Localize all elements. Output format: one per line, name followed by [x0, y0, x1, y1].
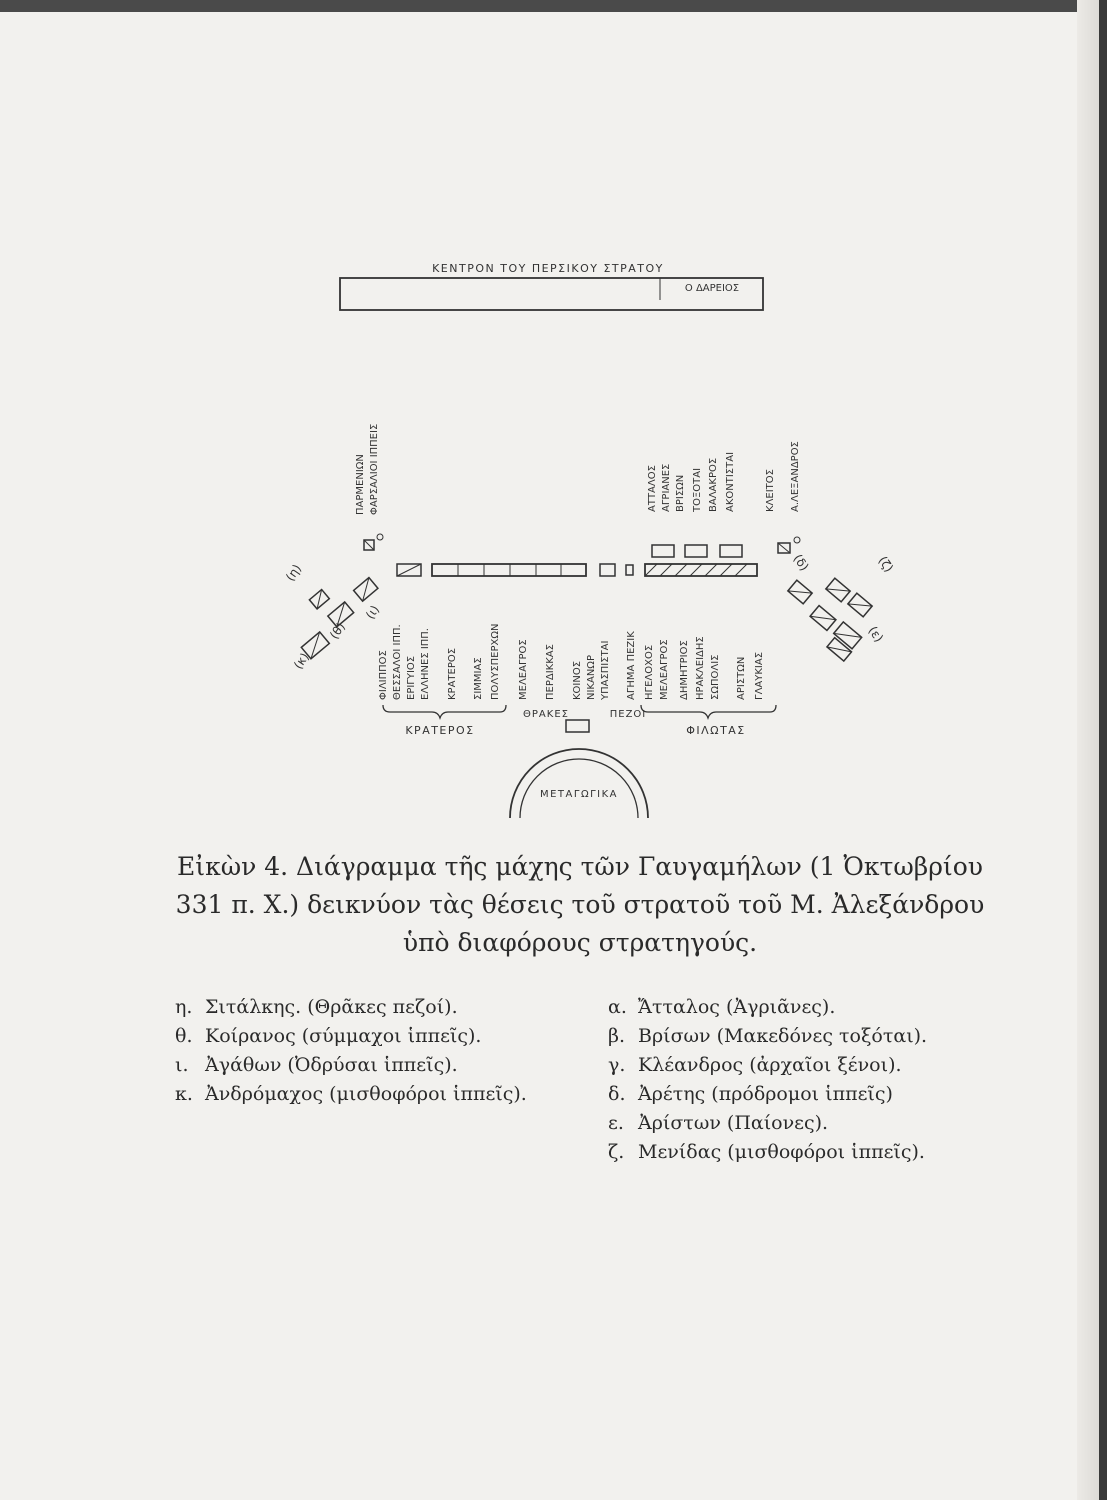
line-unit-label: ΗΓΕΛΟΧΟΣ	[644, 644, 655, 700]
right-top-unit-label: ΑΤΤΑΛΟΣ	[647, 465, 658, 512]
legend-left	[175, 993, 527, 1109]
line-unit-label: ΘΕΣΣΑΛΟΙ ΙΠΠ.	[392, 624, 403, 700]
legend-text: Ἀγάθων (Ὀδρύσαι ἱππεῖς).	[205, 1054, 458, 1076]
line-unit-label: ΓΛΑΥΚΙΑΣ	[754, 651, 765, 700]
legend-key: γ.	[608, 1054, 626, 1076]
light-troops-boxes	[652, 545, 742, 557]
legend-key: θ.	[175, 1025, 193, 1047]
line-unit-label: ΜΕΛΕΑΓΡΟΣ	[518, 639, 529, 700]
line-unit-label: ΥΠΑΣΠΙΣΤΑΙ	[600, 640, 611, 700]
right-commander-label: ΚΛΕΙΤΟΣ	[765, 469, 776, 512]
legend-key: β.	[608, 1025, 626, 1047]
right-top-unit-label: ΑΚΟΝΤΙΣΤΑΙ	[725, 451, 736, 512]
legend-key: η.	[175, 996, 193, 1018]
right-commander-label: Α.ΛΕΞΑΝΔΡΟΣ	[790, 441, 801, 512]
legend-entry	[608, 1051, 927, 1080]
line-unit-label: ΣΙΜΜΙΑΣ	[473, 657, 484, 700]
legend-entry	[608, 1138, 927, 1167]
line-unit-labels	[378, 624, 765, 702]
flank-mark-delta: (δ)	[790, 551, 812, 574]
legend-key: ι.	[175, 1054, 189, 1076]
line-unit-label: ΜΕΛΕΑΓΡΟΣ	[659, 639, 670, 700]
line-unit-label: ΝΙΚΑΝΩΡ	[586, 655, 597, 700]
persian-center-label: ΚΕΝΤΡΟΝ ΤΟΥ ΠΕΡΣΙΚΟΥ ΣΤΡΑΤΟΥ	[432, 262, 664, 275]
line-unit-label: ΑΡΙΣΤΩΝ	[736, 656, 747, 700]
reserve-box	[566, 720, 589, 732]
right-flank-units	[788, 578, 872, 661]
darius-label: Ο ΔΑΡΕΙΟΣ	[684, 283, 740, 294]
group-label-philotas: ΦΙΛΩΤΑΣ	[686, 724, 746, 737]
line-unit-label: ΣΩΠΟΛΙΣ	[710, 654, 721, 700]
legend-text: Ἀρίστων (Παίονες).	[638, 1112, 829, 1134]
line-unit-label: ΦΙΛΙΠΠΟΣ	[378, 650, 389, 700]
legend-text: Κοίρανος (σύμμαχοι ἱππεῖς).	[205, 1025, 482, 1047]
right-top-unit-label: ΤΟΞΟΤΑΙ	[692, 467, 703, 512]
legend-text: Μενίδας (μισθοφόροι ἱππεῖς).	[638, 1141, 925, 1163]
legend-entry	[608, 1109, 927, 1138]
legend-key: α.	[608, 996, 627, 1018]
legend-entry	[175, 993, 527, 1022]
line-unit-label: ΗΡΑΚΛΕΙΔΗΣ	[695, 636, 706, 700]
legend-text: Κλέανδρος (ἀρχαῖοι ξένοι).	[638, 1054, 902, 1076]
pharsalian-cavalry-label: ΦΑΡΣΑΛΙΟΙ ΙΠΠΕΙΣ	[369, 423, 380, 515]
legend-text: Ἀρέτης (πρόδρομοι ἱππεῖς)	[638, 1083, 893, 1105]
right-top-unit-labels	[647, 452, 736, 513]
flank-mark-zeta: (ζ)	[875, 553, 897, 575]
flank-mark-epsilon: (ε)	[865, 623, 887, 645]
right-top-unit-label: ΒΡΙΣΩΝ	[675, 474, 686, 512]
flank-mark-theta: (θ)	[326, 619, 349, 642]
caption-line-1: Εἰκὼν 4. Διάγραμμα τῆς μάχης τῶν Γαυγαμήλων (1 Ὀκτωβρίου	[177, 852, 983, 881]
legend-key: κ.	[175, 1083, 193, 1105]
legend-text: Βρίσων (Μακεδόνες τοξόται).	[638, 1025, 928, 1047]
legend-key: ε.	[608, 1112, 624, 1134]
main-battle-line	[397, 564, 757, 576]
line-unit-label: ΑΓΗΜΑ ΠΕΖΙΚ	[626, 631, 637, 700]
baggage-label: ΜΕΤΑΓΩΓΙΚΑ	[539, 789, 619, 800]
legend-entry	[608, 1080, 927, 1109]
legend-text: Σιτάλκης. (Θρᾶκες πεζοί).	[205, 996, 458, 1018]
legend-key: ζ.	[608, 1141, 625, 1163]
group-braces	[383, 705, 776, 718]
flank-mark-kappa: (κ)	[290, 650, 312, 672]
legend-entry	[608, 993, 927, 1022]
legend-entry	[175, 1051, 527, 1080]
figure-caption	[150, 848, 1010, 962]
line-unit-label: ΚΟΙΝΟΣ	[572, 660, 583, 700]
right-commander-labels	[765, 441, 801, 512]
line-unit-label: ΔΗΜΗΤΡΙΟΣ	[679, 640, 690, 700]
baggage-camp	[510, 749, 648, 818]
legend-key: δ.	[608, 1083, 626, 1105]
line-unit-label: ΕΛΛΗΝΕΣ ΙΠΠ.	[420, 628, 431, 700]
line-unit-label: ΠΟΛΥΣΠΕΡΧΩΝ	[490, 623, 501, 700]
line-unit-label: ΚΡΑΤΕΡΟΣ	[447, 647, 458, 700]
group-label-krateros: ΚΡΑΤΕΡΟΣ	[405, 724, 475, 737]
legend-entry	[175, 1022, 527, 1051]
left-flank-units	[301, 578, 378, 659]
line-unit-label: ΠΕΡΔΙΚΚΑΣ	[545, 644, 556, 700]
caption-line-2: 331 π. Χ.) δεικνύον τὰς θέσεις τοῦ στρατοῦ τοῦ Μ. Ἀλεξάνδρου	[175, 890, 985, 919]
legend-entry	[175, 1080, 527, 1109]
group-label-pezoi: ΠΕΖΟΙ	[609, 709, 647, 720]
flank-mark-iota: (ι)	[362, 602, 383, 622]
flank-mark-eta: (η)	[282, 561, 305, 584]
line-unit-label: ΕΡΙΓΥΙΟΣ	[406, 655, 417, 700]
legend-text: Ἄτταλος (Ἀγριᾶνες).	[638, 996, 836, 1018]
right-top-unit-label: ΑΓΡΙΑΝΕΣ	[661, 463, 672, 512]
alexander-symbol	[778, 537, 800, 553]
right-top-unit-label: ΒΑΛΑΚΡΟΣ	[708, 457, 719, 512]
parmenion-label: ΠΑΡΜΕΝΙΩΝ	[355, 454, 366, 515]
parmenion-symbol	[364, 534, 383, 550]
legend-text: Ἀνδρόμαχος (μισθοφόροι ἱππεῖς).	[205, 1083, 527, 1105]
group-label-thrakes: ΘΡΑΚΕΣ	[523, 709, 569, 720]
legend-entry	[608, 1022, 927, 1051]
caption-line-3: ὑπὸ διαφόρους στρατηγούς.	[402, 928, 758, 957]
legend-right	[608, 993, 927, 1167]
